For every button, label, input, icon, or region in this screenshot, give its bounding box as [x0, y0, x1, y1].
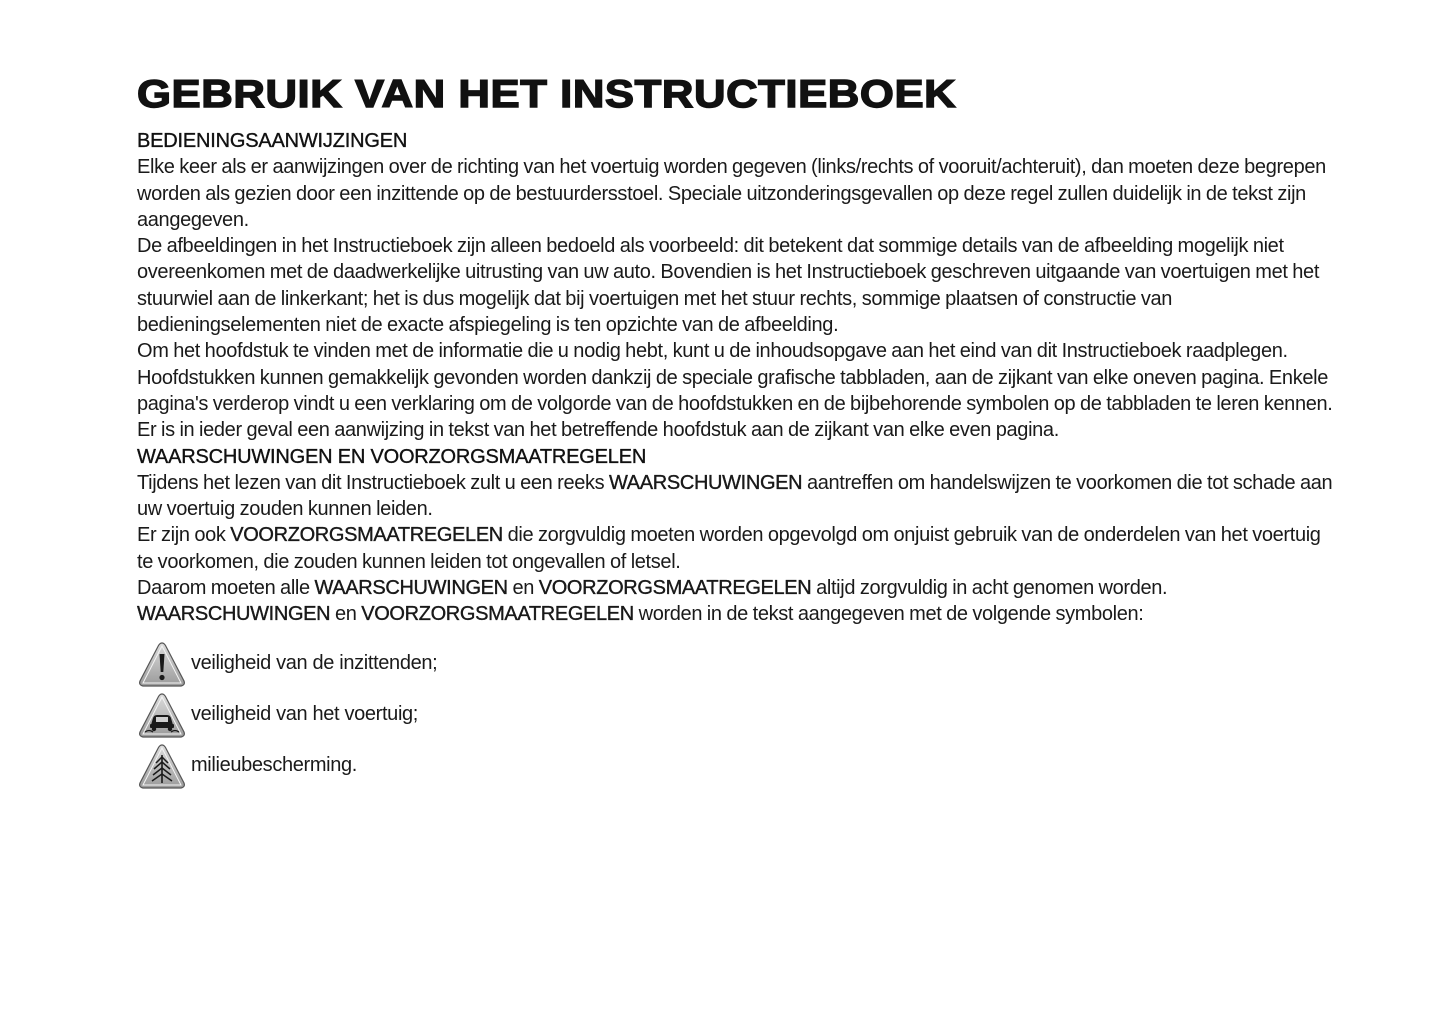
paragraph [137, 601, 1337, 627]
section-waarschuwingen [137, 444, 1337, 628]
text-run: Tijdens het lezen van dit Instructieboek zult u een reeks [137, 471, 610, 494]
keyword: WAARSCHUWINGEN [314, 577, 508, 600]
page-title: GEBRUIK VAN HET INSTRUCTIEBOEK [137, 73, 957, 116]
text-run: en [507, 577, 539, 600]
symbol-item [137, 689, 1337, 740]
paragraph [137, 470, 1337, 523]
keyword: VOORZORGSMAATREGELEN [230, 524, 503, 547]
keyword: VOORZORGSMAATREGELEN [538, 577, 812, 600]
section-heading-bediening: BEDIENINGSAANWIJZINGEN [137, 130, 408, 152]
symbol-item [137, 740, 1337, 791]
paragraph [137, 522, 1337, 575]
tree-environment-icon [137, 743, 187, 791]
text-run: altijd zorgvuldig in acht genomen worden. [811, 577, 1168, 600]
car-skid-warning-icon [137, 692, 187, 740]
symbol-label: milieubescherming. [191, 753, 357, 776]
paragraph [137, 575, 1337, 601]
text-run: Er zijn ook [137, 524, 231, 547]
exclamation-warning-icon [137, 641, 187, 689]
symbol-label: veiligheid van de inzittenden; [191, 651, 438, 674]
symbol-item [137, 638, 1337, 689]
paragraph: Elke keer als er aanwijzingen over de richting van het voertuig worden gegeven (links/rechts of vooruit/achteruit), dan moeten deze begrepen worden als gezien door een inzittende op de bestuurdersstoel. Speciale uitzonderingsgevallen op deze regel zullen duidelijk in de tekst zijn aangegeven. [137, 156, 1326, 231]
section-bedieningsaanwijzingen [137, 128, 1337, 444]
symbol-list [137, 638, 1337, 791]
text-run: die zorgvuldig moeten worden opgevolgd om onjuist gebruik van de onderdelen van het voertuig te voorkomen, die zouden kunnen leiden tot ongevallen of letsel. [137, 524, 1321, 573]
text-run: aantreffen om handelswijzen te voorkomen die tot schade aan uw voertuig zouden kunnen leiden. [137, 471, 1333, 521]
text-run: worden in de tekst aangegeven met de volgende symbolen: [633, 603, 1144, 626]
keyword: VOORZORGSMAATREGELEN [361, 603, 634, 626]
paragraph: De afbeeldingen in het Instructieboek zijn alleen bedoeld als voorbeeld: dit betekent dat sommige details van de afbeelding mogelijk niet overeenkomen met de daadwerkelijke uitrusting van uw auto. Bovendien is het Instructieboek geschreven uitgaande van voertuigen met het stuurwiel aan de linkerkant; het is dus mogelijk dat bij voertuigen met het stuur rechts, sommige plaatsen of constructie van bedieningselementen niet de exacte afspiegeling is ten opzichte van de afbeelding. [137, 235, 1320, 337]
keyword: WAARSCHUWINGEN [137, 603, 331, 626]
text-run: en [330, 603, 362, 626]
symbol-label: veiligheid van het voertuig; [191, 702, 419, 725]
paragraph: Hoofdstukken kunnen gemakkelijk gevonden worden dankzij de speciale grafische tabbladen, aan de zijkant van elke oneven pagina. Enkele pagina's verderop vindt u een verklaring om de volgorde van de hoofdstukken en de bijbehorende symbolen op de tabbladen te leren kennen. Er is in ieder geval een aanwijzing in tekst van het betreffende hoofdstuk aan de zijkant van elke even pagina. [137, 366, 1333, 442]
keyword: WAARSCHUWINGEN [609, 471, 803, 494]
section-heading-waarschuwingen: WAARSCHUWINGEN EN VOORZORGSMAATREGELEN [137, 445, 647, 468]
paragraph: Om het hoofdstuk te vinden met de informatie die u nodig hebt, kunt u de inhoudsopgave aan het eind van dit Instructieboek raadplegen. [137, 340, 1288, 363]
manual-page [137, 72, 1337, 791]
text-run: Daarom moeten alle [137, 577, 315, 600]
